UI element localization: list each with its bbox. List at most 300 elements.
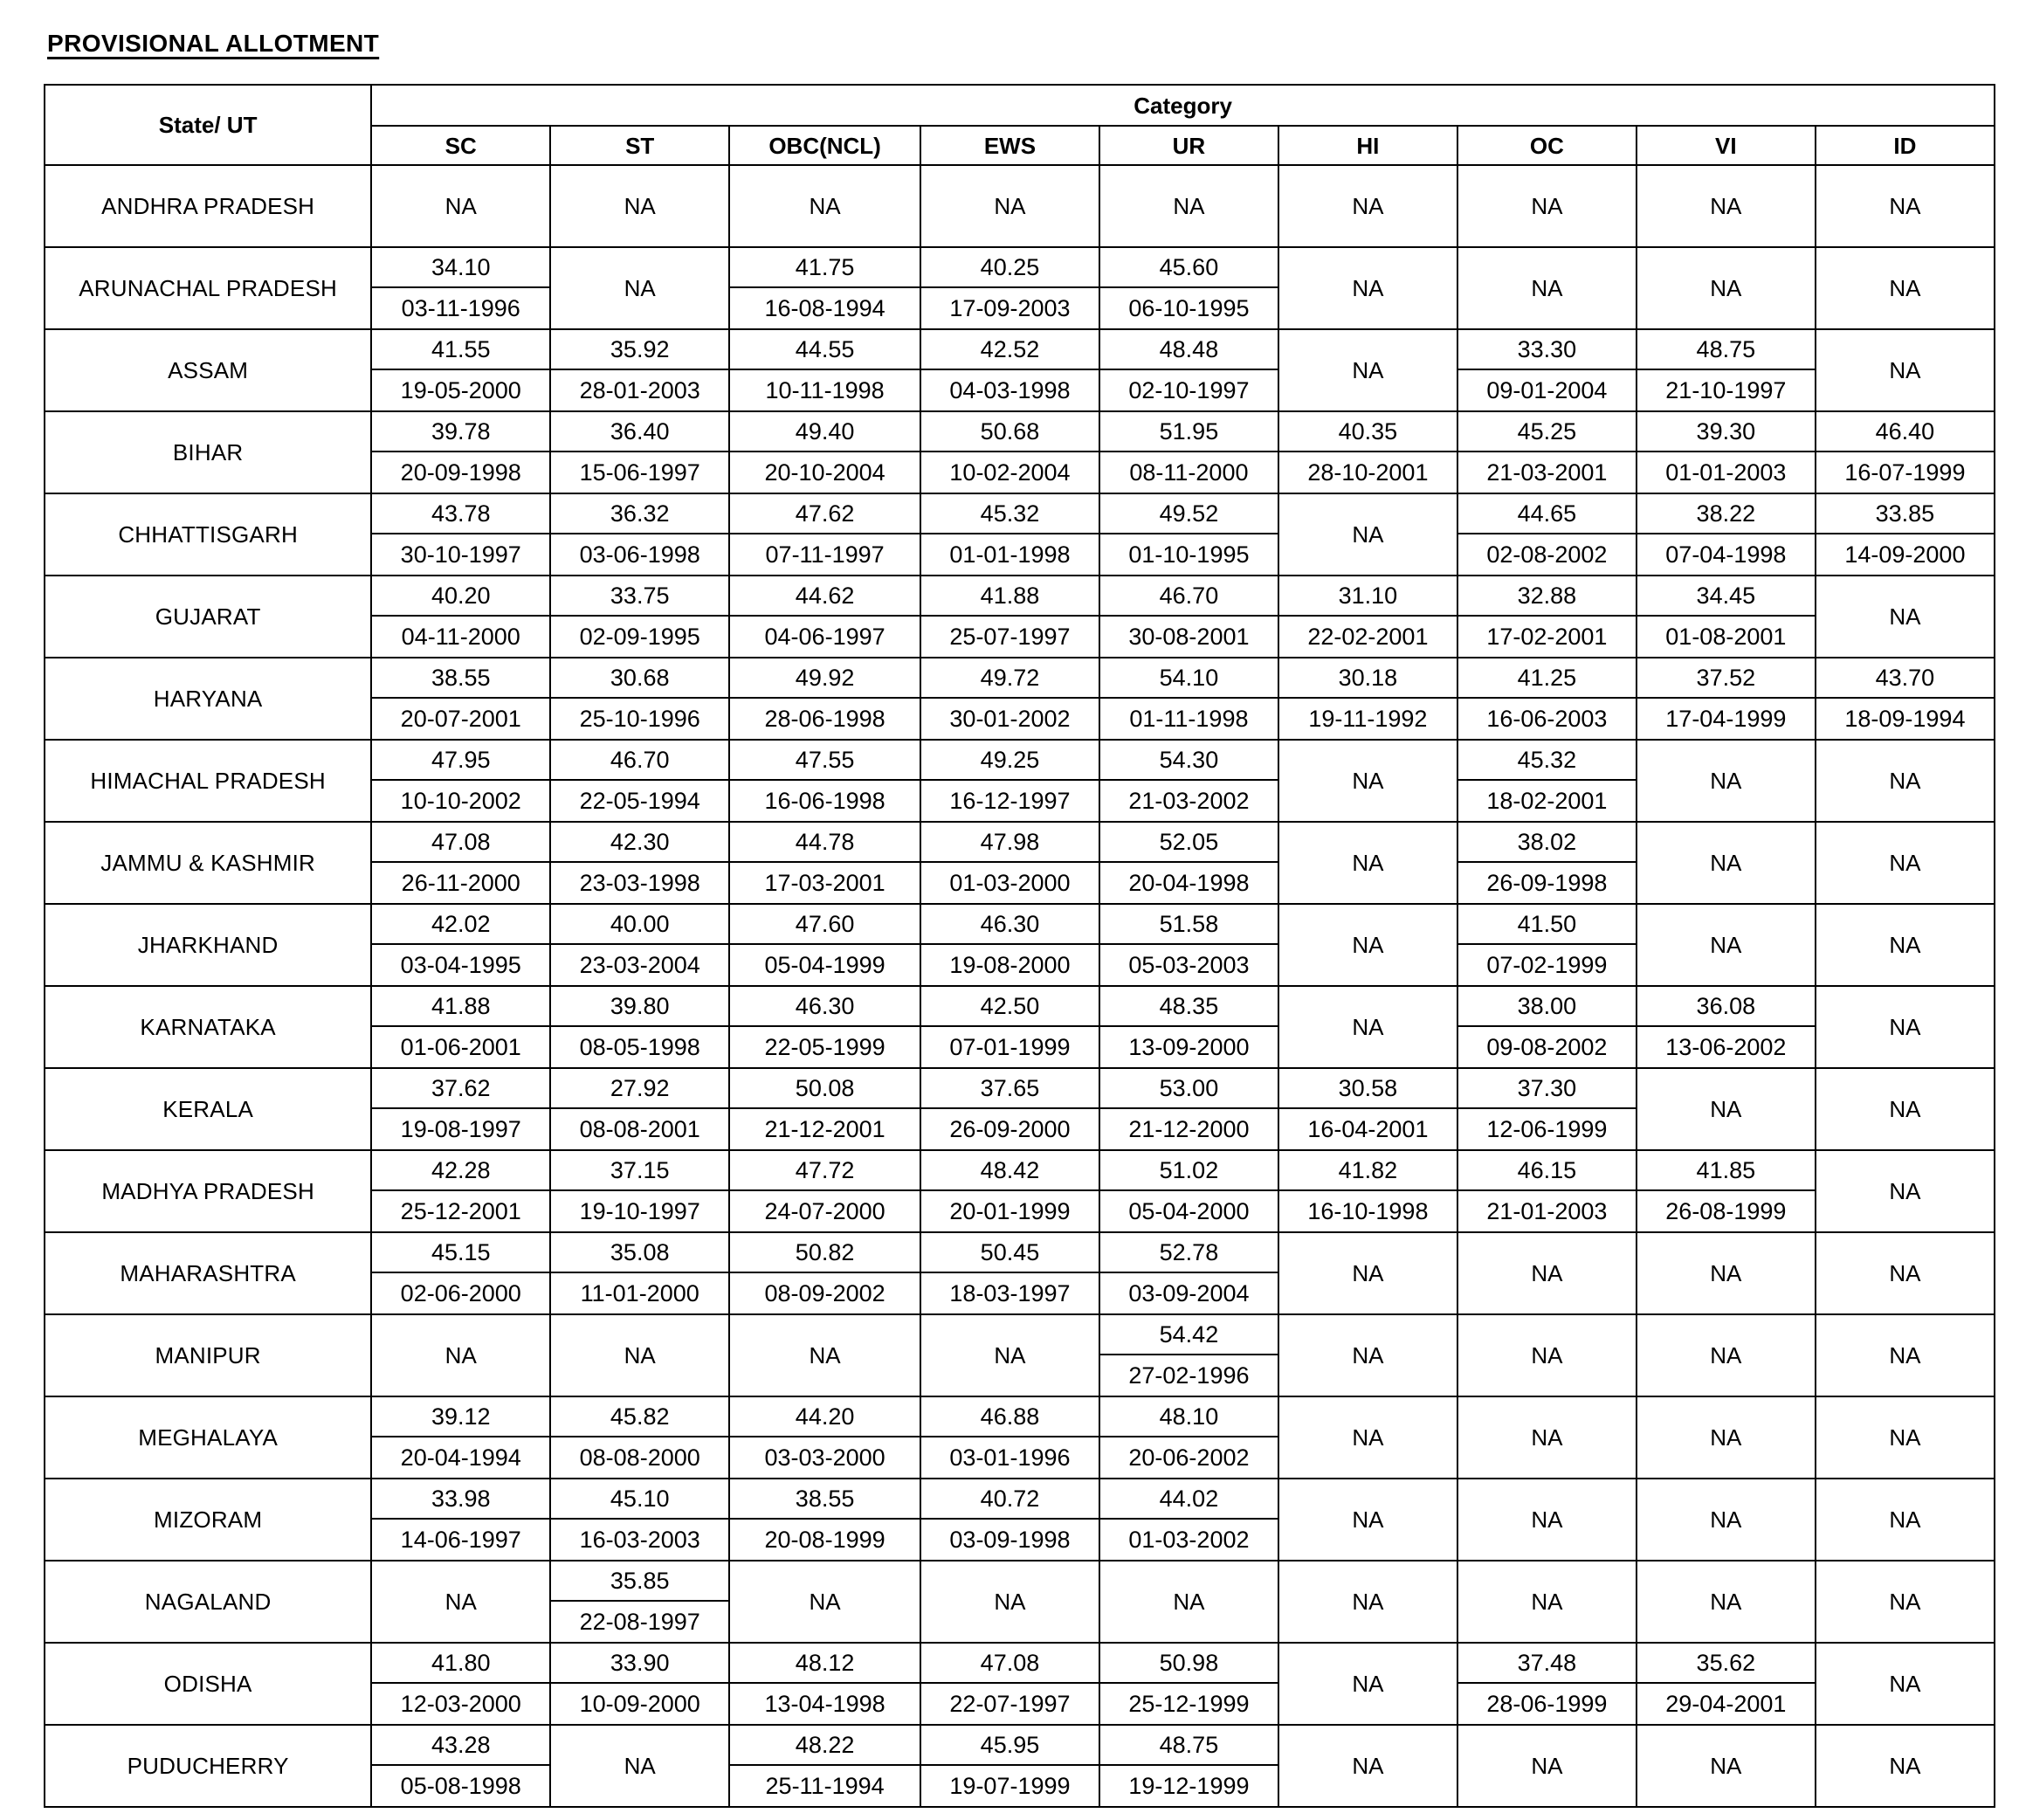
column-header-st: ST <box>550 126 729 165</box>
cell-id-na: NA <box>1816 1314 1995 1396</box>
cell-id-na: NA <box>1816 1561 1995 1643</box>
allotment-date: 30-10-1997 <box>400 541 521 568</box>
cell-obcncl-na: NA <box>729 1561 920 1643</box>
table-row <box>45 1396 1995 1479</box>
allotment-score: 48.75 <box>1637 330 1815 370</box>
cell-obcncl-na: NA <box>729 1314 920 1396</box>
value-date-pair <box>551 494 728 575</box>
allotment-score: 48.48 <box>1100 330 1278 370</box>
column-header-id: ID <box>1816 126 1995 165</box>
allotment-date: 20-01-1999 <box>949 1197 1071 1224</box>
allotment-date: 05-03-2003 <box>1128 951 1250 978</box>
state-name-cell: PUDUCHERRY <box>45 1725 371 1807</box>
state-name-cell: ARUNACHAL PRADESH <box>45 247 371 329</box>
table-row <box>45 1561 1995 1643</box>
value-date-pair <box>921 576 1099 657</box>
allotment-score: 48.75 <box>1100 1726 1278 1766</box>
allotment-date: 08-11-2000 <box>1129 458 1249 486</box>
cell-id-na: NA <box>1816 247 1995 329</box>
cell-sc <box>371 822 550 904</box>
value-date-pair <box>730 1397 920 1478</box>
cell-sc <box>371 411 550 493</box>
allotment-date: 08-08-2001 <box>579 1115 700 1142</box>
allotment-score: 35.85 <box>551 1561 728 1602</box>
cell-id-na: NA <box>1816 165 1995 247</box>
cell-sc <box>371 1068 550 1150</box>
allotment-score: 30.18 <box>1279 658 1457 699</box>
cell-hi-na: NA <box>1278 986 1457 1068</box>
value-date-pair <box>1100 1726 1278 1806</box>
cell-vi <box>1637 576 1816 658</box>
value-date-pair <box>921 248 1099 328</box>
column-header-oc: OC <box>1457 126 1637 165</box>
allotment-score: 40.00 <box>551 905 728 945</box>
allotment-date: 16-03-2003 <box>579 1526 700 1553</box>
value-date-pair <box>1100 1397 1278 1478</box>
table-row <box>45 1150 1995 1232</box>
cell-ur <box>1099 247 1278 329</box>
allotment-date: 27-02-1996 <box>1128 1362 1250 1389</box>
allotment-date: 08-08-2000 <box>579 1444 700 1471</box>
allotment-score: 38.55 <box>730 1479 920 1520</box>
cell-st <box>550 411 729 493</box>
cell-sc-na: NA <box>371 165 550 247</box>
state-name-cell: JHARKHAND <box>45 904 371 986</box>
allotment-score: 27.92 <box>551 1069 728 1109</box>
table-row <box>45 986 1995 1068</box>
allotment-date: 10-11-1998 <box>765 376 885 403</box>
allotment-score: 39.78 <box>372 412 549 452</box>
value-date-pair <box>372 987 549 1067</box>
allotment-score: 36.32 <box>551 494 728 534</box>
allotment-date: 03-03-2000 <box>764 1444 885 1471</box>
allotment-score: 44.65 <box>1458 494 1636 534</box>
value-date-pair <box>921 330 1099 410</box>
value-date-pair <box>730 248 920 328</box>
cell-vi-na: NA <box>1637 247 1816 329</box>
state-name-cell: NAGALAND <box>45 1561 371 1643</box>
value-date-pair <box>730 905 920 985</box>
value-date-pair <box>921 1151 1099 1231</box>
cell-oc-na: NA <box>1457 1232 1637 1314</box>
cell-vi <box>1637 658 1816 740</box>
value-date-pair <box>1637 1151 1815 1231</box>
allotment-date: 21-01-2003 <box>1486 1197 1608 1224</box>
allotment-date: 26-09-1998 <box>1486 869 1608 896</box>
allotment-date: 29-04-2001 <box>1665 1690 1787 1717</box>
allotment-score: 40.72 <box>921 1479 1099 1520</box>
allotment-score: 46.15 <box>1458 1151 1636 1191</box>
cell-hi <box>1278 1068 1457 1150</box>
value-date-pair <box>372 330 549 410</box>
state-name-cell: CHHATTISGARH <box>45 493 371 576</box>
allotment-date: 07-01-1999 <box>949 1033 1071 1060</box>
cell-obcncl <box>729 1396 920 1479</box>
allotment-score: 43.78 <box>372 494 549 534</box>
allotment-score: 41.82 <box>1279 1151 1457 1191</box>
allotment-score: 47.62 <box>730 494 920 534</box>
allotment-score: 33.75 <box>551 576 728 617</box>
cell-ews-na: NA <box>920 165 1099 247</box>
value-date-pair <box>1279 576 1457 657</box>
cell-ur <box>1099 1725 1278 1807</box>
value-date-pair <box>1100 987 1278 1067</box>
table-row <box>45 493 1995 576</box>
allotment-score: 40.25 <box>921 248 1099 288</box>
allotment-score: 42.52 <box>921 330 1099 370</box>
allotment-score: 52.05 <box>1100 823 1278 863</box>
allotment-date: 19-07-1999 <box>949 1772 1071 1799</box>
allotment-date: 26-09-2000 <box>949 1115 1071 1142</box>
allotment-date: 01-08-2001 <box>1665 623 1787 650</box>
table-row <box>45 247 1995 329</box>
allotment-date: 23-03-1998 <box>579 869 700 896</box>
cell-st <box>550 1643 729 1725</box>
state-name-cell: KERALA <box>45 1068 371 1150</box>
allotment-date: 19-08-2000 <box>949 951 1071 978</box>
value-date-pair <box>1458 1151 1636 1231</box>
cell-ews <box>920 904 1099 986</box>
value-date-pair <box>1100 1479 1278 1560</box>
allotment-date: 17-02-2001 <box>1486 623 1608 650</box>
provisional-allotment-table <box>44 84 1995 1808</box>
value-date-pair <box>1279 1069 1457 1149</box>
allotment-score: 52.78 <box>1100 1233 1278 1273</box>
allotment-date: 22-08-1997 <box>579 1608 700 1635</box>
cell-oc-na: NA <box>1457 1725 1637 1807</box>
allotment-date: 21-03-2002 <box>1128 787 1250 814</box>
cell-obcncl <box>729 1643 920 1725</box>
cell-vi <box>1637 329 1816 411</box>
cell-sc <box>371 576 550 658</box>
value-date-pair <box>1100 1315 1278 1396</box>
allotment-score: 41.25 <box>1458 658 1636 699</box>
allotment-date: 17-04-1999 <box>1665 705 1787 732</box>
allotment-score: 47.98 <box>921 823 1099 863</box>
cell-hi-na: NA <box>1278 1314 1457 1396</box>
cell-oc <box>1457 658 1637 740</box>
cell-ur <box>1099 986 1278 1068</box>
allotment-score: 33.30 <box>1458 330 1636 370</box>
value-date-pair <box>1100 823 1278 903</box>
cell-st <box>550 658 729 740</box>
state-name-cell: MANIPUR <box>45 1314 371 1396</box>
value-date-pair <box>1100 248 1278 328</box>
value-date-pair <box>1816 494 1994 575</box>
value-date-pair <box>1458 330 1636 410</box>
allotment-date: 01-03-2000 <box>949 869 1071 896</box>
value-date-pair <box>551 741 728 821</box>
table-row <box>45 822 1995 904</box>
cell-ews <box>920 1643 1099 1725</box>
cell-vi-na: NA <box>1637 165 1816 247</box>
value-date-pair <box>921 905 1099 985</box>
cell-st-na: NA <box>550 1314 729 1396</box>
value-date-pair <box>1100 330 1278 410</box>
allotment-date: 01-11-1998 <box>1129 705 1249 732</box>
state-name-cell: BIHAR <box>45 411 371 493</box>
cell-vi-na: NA <box>1637 1314 1816 1396</box>
cell-sc-na: NA <box>371 1561 550 1643</box>
cell-st <box>550 1561 729 1643</box>
cell-st <box>550 822 729 904</box>
allotment-score: 47.72 <box>730 1151 920 1191</box>
cell-id-na: NA <box>1816 1725 1995 1807</box>
allotment-date: 10-02-2004 <box>949 458 1071 486</box>
allotment-score: 48.22 <box>730 1726 920 1766</box>
allotment-date: 03-06-1998 <box>579 541 700 568</box>
allotment-score: 39.30 <box>1637 412 1815 452</box>
cell-sc <box>371 1396 550 1479</box>
allotment-score: 37.48 <box>1458 1644 1636 1684</box>
allotment-date: 20-09-1998 <box>400 458 521 486</box>
allotment-date: 18-02-2001 <box>1486 787 1608 814</box>
cell-obcncl <box>729 411 920 493</box>
cell-ur <box>1099 493 1278 576</box>
cell-st <box>550 904 729 986</box>
allotment-score: 35.92 <box>551 330 728 370</box>
cell-st <box>550 329 729 411</box>
cell-ur <box>1099 1479 1278 1561</box>
cell-hi <box>1278 658 1457 740</box>
cell-vi-na: NA <box>1637 740 1816 822</box>
allotment-date: 20-10-2004 <box>764 458 885 486</box>
table-row <box>45 411 1995 493</box>
allotment-date: 16-06-1998 <box>764 787 885 814</box>
value-date-pair <box>551 412 728 493</box>
allotment-date: 11-01-2000 <box>580 1279 699 1306</box>
allotment-date: 08-05-1998 <box>579 1033 700 1060</box>
cell-ews <box>920 493 1099 576</box>
cell-id <box>1816 411 1995 493</box>
allotment-score: 30.58 <box>1279 1069 1457 1109</box>
column-header-category: Category <box>371 85 1995 126</box>
value-date-pair <box>1100 412 1278 493</box>
allotment-score: 38.02 <box>1458 823 1636 863</box>
cell-id-na: NA <box>1816 329 1995 411</box>
allotment-date: 22-02-2001 <box>1307 623 1429 650</box>
value-date-pair <box>372 1726 549 1806</box>
cell-obcncl-na: NA <box>729 165 920 247</box>
state-name-cell: ANDHRA PRADESH <box>45 165 371 247</box>
allotment-date: 04-06-1997 <box>764 623 885 650</box>
value-date-pair <box>1458 494 1636 575</box>
value-date-pair <box>1637 494 1815 575</box>
allotment-date: 02-09-1995 <box>579 623 700 650</box>
cell-oc <box>1457 1068 1637 1150</box>
allotment-score: 44.62 <box>730 576 920 617</box>
cell-hi-na: NA <box>1278 165 1457 247</box>
cell-hi-na: NA <box>1278 822 1457 904</box>
value-date-pair <box>372 412 549 493</box>
allotment-score: 53.00 <box>1100 1069 1278 1109</box>
allotment-score: 46.70 <box>551 741 728 781</box>
cell-st <box>550 576 729 658</box>
allotment-date: 01-06-2001 <box>400 1033 521 1060</box>
allotment-score: 47.55 <box>730 741 920 781</box>
allotment-score: 42.50 <box>921 987 1099 1027</box>
allotment-score: 37.62 <box>372 1069 549 1109</box>
value-date-pair <box>551 987 728 1067</box>
cell-oc-na: NA <box>1457 1561 1637 1643</box>
allotment-score: 41.75 <box>730 248 920 288</box>
value-date-pair <box>372 248 549 328</box>
value-date-pair <box>372 576 549 657</box>
value-date-pair <box>1637 412 1815 493</box>
allotment-date: 30-08-2001 <box>1128 623 1250 650</box>
cell-ews <box>920 986 1099 1068</box>
cell-sc <box>371 1725 550 1807</box>
allotment-score: 51.95 <box>1100 412 1278 452</box>
allotment-date: 25-11-1994 <box>765 1772 885 1799</box>
value-date-pair <box>551 1151 728 1231</box>
allotment-date: 04-03-1998 <box>949 376 1071 403</box>
allotment-score: 42.28 <box>372 1151 549 1191</box>
value-date-pair <box>1458 823 1636 903</box>
allotment-score: 47.95 <box>372 741 549 781</box>
allotment-score: 40.20 <box>372 576 549 617</box>
allotment-score: 45.32 <box>1458 741 1636 781</box>
column-header-vi: VI <box>1637 126 1816 165</box>
allotment-date: 22-07-1997 <box>949 1690 1071 1717</box>
cell-ews <box>920 411 1099 493</box>
cell-id-na: NA <box>1816 576 1995 658</box>
allotment-score: 45.15 <box>372 1233 549 1273</box>
column-header-ur: UR <box>1099 126 1278 165</box>
column-header-hi: HI <box>1278 126 1457 165</box>
allotment-date: 16-08-1994 <box>764 294 885 321</box>
allotment-date: 10-10-2002 <box>400 787 521 814</box>
value-date-pair <box>921 1069 1099 1149</box>
cell-ur <box>1099 1643 1278 1725</box>
value-date-pair <box>730 1479 920 1560</box>
cell-st <box>550 740 729 822</box>
allotment-date: 24-07-2000 <box>764 1197 885 1224</box>
cell-ur <box>1099 1068 1278 1150</box>
allotment-score: 49.25 <box>921 741 1099 781</box>
cell-ur <box>1099 1150 1278 1232</box>
value-date-pair <box>730 1644 920 1724</box>
cell-id-na: NA <box>1816 1479 1995 1561</box>
allotment-score: 50.98 <box>1100 1644 1278 1684</box>
cell-st-na: NA <box>550 247 729 329</box>
value-date-pair <box>730 1726 920 1806</box>
cell-vi-na: NA <box>1637 1232 1816 1314</box>
allotment-score: 39.80 <box>551 987 728 1027</box>
allotment-date: 03-09-2004 <box>1128 1279 1250 1306</box>
value-date-pair <box>1458 658 1636 739</box>
value-date-pair <box>372 823 549 903</box>
state-name-cell: HARYANA <box>45 658 371 740</box>
allotment-date: 21-12-2001 <box>764 1115 885 1142</box>
allotment-date: 13-04-1998 <box>764 1690 885 1717</box>
cell-id-na: NA <box>1816 1643 1995 1725</box>
column-header-ews: EWS <box>920 126 1099 165</box>
allotment-score: 35.62 <box>1637 1644 1815 1684</box>
value-date-pair <box>1100 1069 1278 1149</box>
cell-ur <box>1099 822 1278 904</box>
value-date-pair <box>730 987 920 1067</box>
value-date-pair <box>1100 741 1278 821</box>
allotment-score: 38.55 <box>372 658 549 699</box>
allotment-date: 19-12-1999 <box>1128 1772 1250 1799</box>
allotment-date: 09-01-2004 <box>1486 376 1608 403</box>
value-date-pair <box>551 905 728 985</box>
cell-hi-na: NA <box>1278 329 1457 411</box>
cell-obcncl <box>729 576 920 658</box>
value-date-pair <box>551 1644 728 1724</box>
allotment-score: 50.08 <box>730 1069 920 1109</box>
cell-id-na: NA <box>1816 1232 1995 1314</box>
allotment-date: 01-03-2002 <box>1128 1526 1250 1553</box>
value-date-pair <box>372 741 549 821</box>
allotment-score: 45.82 <box>551 1397 728 1437</box>
value-date-pair <box>1816 658 1994 739</box>
state-name-cell: JAMMU & KASHMIR <box>45 822 371 904</box>
cell-st <box>550 1479 729 1561</box>
cell-ews <box>920 329 1099 411</box>
allotment-date: 15-06-1997 <box>579 458 700 486</box>
value-date-pair <box>1637 330 1815 410</box>
value-date-pair <box>1637 658 1815 739</box>
allotment-date: 18-09-1994 <box>1844 705 1966 732</box>
cell-st <box>550 986 729 1068</box>
cell-ur <box>1099 740 1278 822</box>
cell-ews <box>920 740 1099 822</box>
table-row <box>45 1479 1995 1561</box>
allotment-date: 28-10-2001 <box>1307 458 1429 486</box>
cell-sc <box>371 329 550 411</box>
allotment-date: 03-04-1995 <box>400 951 521 978</box>
allotment-date: 02-06-2000 <box>400 1279 521 1306</box>
value-date-pair <box>1458 987 1636 1067</box>
cell-oc-na: NA <box>1457 1396 1637 1479</box>
cell-oc <box>1457 329 1637 411</box>
allotment-date: 30-01-2002 <box>949 705 1071 732</box>
allotment-date: 23-03-2004 <box>579 951 700 978</box>
table-row <box>45 1068 1995 1150</box>
value-date-pair <box>921 1479 1099 1560</box>
value-date-pair <box>1458 412 1636 493</box>
cell-sc <box>371 1232 550 1314</box>
cell-oc <box>1457 411 1637 493</box>
allotment-score: 45.95 <box>921 1726 1099 1766</box>
allotment-score: 41.88 <box>921 576 1099 617</box>
allotment-score: 42.30 <box>551 823 728 863</box>
allotment-date: 14-06-1997 <box>400 1526 521 1553</box>
cell-st-na: NA <box>550 165 729 247</box>
cell-oc-na: NA <box>1457 1479 1637 1561</box>
allotment-date: 14-09-2000 <box>1844 541 1966 568</box>
allotment-score: 48.12 <box>730 1644 920 1684</box>
value-date-pair <box>551 1561 728 1642</box>
cell-hi-na: NA <box>1278 493 1457 576</box>
table-row <box>45 1314 1995 1396</box>
cell-id-na: NA <box>1816 740 1995 822</box>
allotment-score: 47.08 <box>921 1644 1099 1684</box>
cell-sc-na: NA <box>371 1314 550 1396</box>
cell-sc <box>371 1479 550 1561</box>
allotment-date: 20-04-1994 <box>400 1444 521 1471</box>
value-date-pair <box>372 1151 549 1231</box>
cell-oc <box>1457 986 1637 1068</box>
allotment-date: 16-07-1999 <box>1844 458 1966 486</box>
allotment-score: 48.42 <box>921 1151 1099 1191</box>
value-date-pair <box>921 658 1099 739</box>
allotment-score: 47.08 <box>372 823 549 863</box>
value-date-pair <box>1100 1644 1278 1724</box>
value-date-pair <box>1100 658 1278 739</box>
